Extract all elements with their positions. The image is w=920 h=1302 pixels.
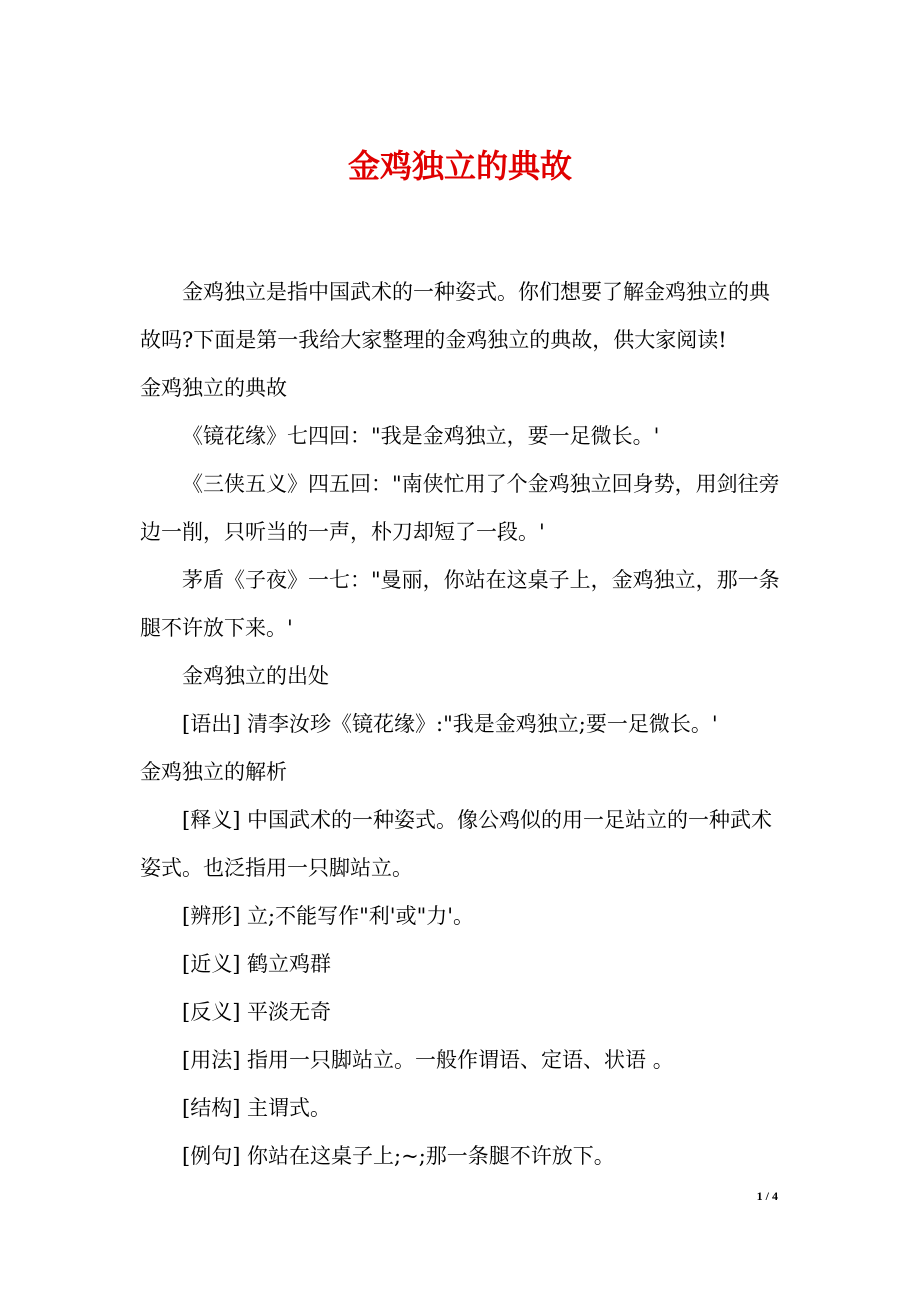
- paragraph-intro: 金鸡独立是指中国武术的一种姿式。你们想要了解金鸡独立的典故吗?下面是第一我给大家整理的金鸡独立的典故，供大家阅读!: [140, 280, 770, 352]
- document-body: [140, 268, 782, 1180]
- paragraph-synonym: [近义] 鹤立鸡群: [182, 952, 332, 976]
- section-heading-analysis: 金鸡独立的解析: [140, 760, 287, 784]
- document-title: 金鸡独立的典故: [347, 147, 572, 185]
- section-heading-allusion: 金鸡独立的典故: [140, 376, 287, 400]
- paragraph-example: [例句] 你站在这桌子上;~;那一条腿不许放下。: [182, 1144, 615, 1168]
- paragraph-definition: [释义] 中国武术的一种姿式。像公鸡似的用一足站立的一种武术姿式。也泛指用一只脚站立。: [140, 808, 773, 880]
- page-number: 1 / 4: [756, 1189, 778, 1203]
- paragraph-origin-source: [语出] 清李汝珍《镜花缘》:"我是金鸡独立;要一足微长。': [182, 712, 718, 736]
- paragraph-quote-jinghuayuan: 《镜花缘》七四回："我是金鸡独立，要一足微长。': [182, 424, 660, 448]
- paragraph-quote-sanxiawuyi: 《三侠五义》四五回："南侠忙用了个金鸡独立回身势，用剑往旁边一削，只听当的一声，朴刀却短了一段。': [140, 472, 780, 544]
- paragraph-usage: [用法] 指用一只脚站立。一般作谓语、定语、状语 。: [182, 1048, 674, 1072]
- paragraph-antonym: [反义] 平淡无奇: [182, 1000, 332, 1024]
- paragraph-form-distinction: [辨形] 立;不能写作"利'或"力'。: [182, 904, 474, 928]
- paragraph-quote-ziye: 茅盾《子夜》一七："曼丽，你站在这桌子上，金鸡独立，那一条腿不许放下来。': [140, 568, 780, 640]
- paragraph-structure: [结构] 主谓式。: [182, 1096, 332, 1120]
- section-heading-origin: 金鸡独立的出处: [182, 664, 329, 688]
